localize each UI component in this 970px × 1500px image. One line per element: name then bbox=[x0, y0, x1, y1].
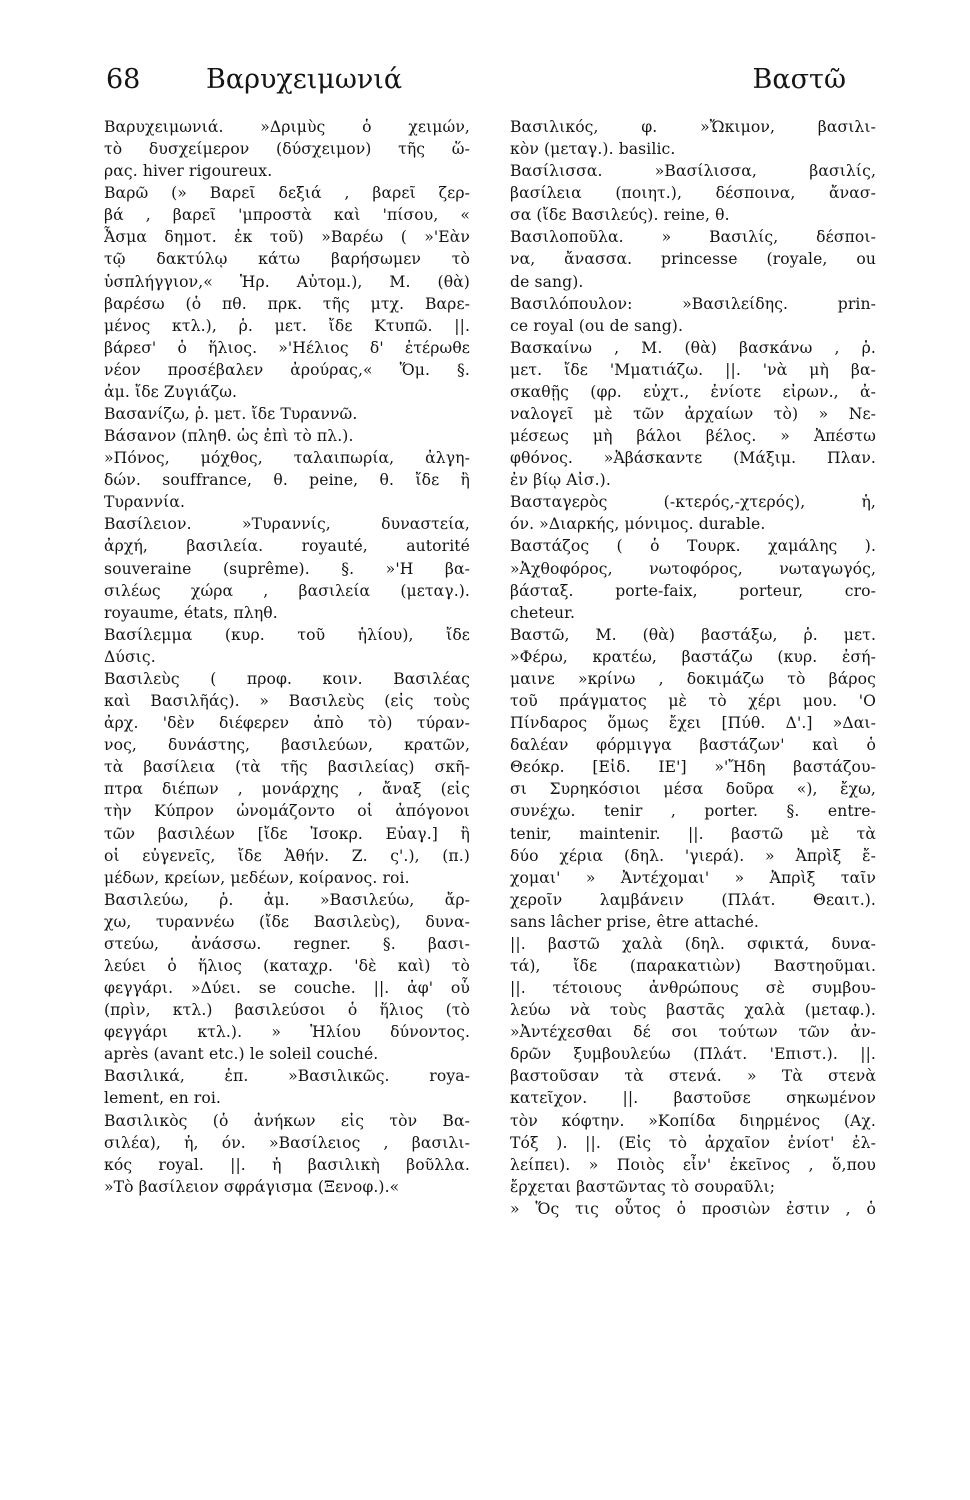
page-number: 68 bbox=[106, 64, 141, 95]
text-line: ρας. hiver rigoureux. bbox=[104, 162, 273, 181]
text-line: Βαρῶ (» Βαρεῖ δεξιά , βαρεῖ ζερ- bbox=[104, 184, 470, 203]
text-line: τῷ δακτύλῳ κάτω βαρήσωμεν τὸ bbox=[104, 250, 470, 269]
text-line: »Φέρω, κρατέω, βαστάζω (κυρ. ἐσή- bbox=[510, 647, 876, 666]
text-line: Βασιλεύω, ῥ. ἀμ. »Βασιλεύω, ἄρ- bbox=[104, 890, 470, 909]
text-line: Βασίλειον. »Τυραννίς, δυναστεία, bbox=[104, 515, 470, 534]
text-line: να, ἄνασσα. princesse (royale, ou bbox=[510, 250, 876, 269]
text-line: (πρὶν, κτλ.) βασιλεύσοι ὁ ἥλιος (τὸ bbox=[104, 1001, 470, 1020]
text-line: οἱ εὐγενεῖς, ἴδε Ἀθήν. Ζ. ς'.), (π.) bbox=[104, 846, 470, 865]
page-header bbox=[106, 64, 846, 104]
text-line: φθόνος. »Ἀβάσκαντε (Μάξιμ. Πλαν. bbox=[510, 449, 876, 468]
text-line: βά , βαρεῖ 'μπροστὰ καὶ 'πίσου, « bbox=[104, 206, 470, 225]
text-line: βαστοῦσαν τὰ στενά. » Τὰ στενὰ bbox=[510, 1067, 876, 1086]
text-line: Βασίλεμμα (κυρ. τοῦ ἡλίου), ἴδε bbox=[104, 625, 470, 644]
text-line: ἀμ. ἴδε Ζυγιάζω. bbox=[104, 382, 238, 401]
text-line: ἀρχή, βασιλεία. royauté, autorité bbox=[104, 537, 470, 556]
text-line: ὑσπλήγγιον,« Ἡρ. Αὐτομ.), Μ. (θὰ) bbox=[104, 272, 470, 291]
text-line: Βαστάζος ( ὁ Τουρκ. χαμάλης ). bbox=[510, 537, 876, 556]
text-line: όν. »Διαρκής, μόνιμος. durable. bbox=[510, 515, 766, 534]
text-line: δρῶν ξυμβουλεύω (Πλάτ. 'Επιστ.). ||. bbox=[510, 1045, 876, 1064]
text-line: »Ἀχθοφόρος, νωτοφόρος, νωταγωγός, bbox=[510, 559, 876, 578]
right-column bbox=[510, 116, 876, 1220]
text-line: Βασιλικὸς (ὁ ἀνήκων εἰς τὸν Βα- bbox=[104, 1111, 470, 1130]
left-running-headword: Βαρυχειμωνιά bbox=[206, 64, 403, 95]
text-line: λεύει ὁ ἥλιος (καταχρ. 'δὲ καὶ) τὸ bbox=[104, 956, 470, 975]
text-line: ||. τέτοιους ἀνθρώπους σὲ συμβου- bbox=[510, 979, 876, 998]
text-line: ἔρχεται βαστῶντας τὸ σουραῦλι; bbox=[510, 1177, 776, 1196]
text-line: ἀρχ. 'δὲν διέφερεν ἀπὸ τὸ) τύραν- bbox=[104, 714, 470, 733]
text-line: ||. βαστῶ χαλὰ (δηλ. σφικτά, δυνα- bbox=[510, 934, 876, 953]
text-line: Βασκαίνω , Μ. (θὰ) βασκάνω , ῥ. bbox=[510, 338, 876, 357]
text-line: στεύω, ἀνάσσω. regner. §. βασι- bbox=[104, 934, 470, 953]
text-line: τὸ δυσχείμερον (δύσχειμον) τῆς ὥ- bbox=[104, 140, 470, 159]
text-line: βασίλεια (ποιητ.), δέσποινα, ἄνασ- bbox=[510, 184, 876, 203]
text-line: Τόξ ). ||. (Εἰς τὸ ἀρχαῖον ἐνίοτ' ἐλ- bbox=[510, 1133, 876, 1152]
text-line: sans lâcher prise, être attaché. bbox=[510, 912, 759, 931]
text-line: κὸν (μεταγ.). basilic. bbox=[510, 140, 676, 159]
text-line: χεροῖν λαμβάνειν (Πλάτ. Θεαιτ.). bbox=[510, 890, 876, 909]
text-line: Βασιλεὺς ( προφ. κοιν. Βασιλέας bbox=[104, 669, 470, 688]
text-line: λείπει). » Ποιὸς εἶν' ἐκεῖνος , ὅ,που bbox=[510, 1155, 876, 1174]
text-line: μέσεως μὴ βάλοι βέλος. » Ἀπέστω bbox=[510, 427, 876, 446]
text-line: μένος κτλ.), ῥ. μετ. ἴδε Κτυπῶ. ||. bbox=[104, 316, 470, 335]
text-line: royaume, états, πληθ. bbox=[104, 603, 278, 622]
text-line: τὸν κόφτην. »Κοπίδα διηρμένος (Αχ. bbox=[510, 1111, 876, 1130]
text-line: συνέχω. tenir , porter. §. entre- bbox=[510, 802, 876, 821]
text-line: χω, τυραννέω (ἴδε Βασιλεὺς), δυνα- bbox=[104, 912, 470, 931]
text-line: μαινε »κρίνω , δοκιμάζω τὸ βάρος bbox=[510, 669, 876, 688]
text-line: Βασιλόπουλον: »Βασιλείδης. prin- bbox=[510, 294, 876, 313]
text-line: de sang). bbox=[510, 272, 584, 291]
text-line: νέον προσέβαλεν ἀρούρας,« Ὅμ. §. bbox=[104, 360, 470, 379]
text-line: τῶν βασιλέων [ἴδε Ἰσοκρ. Εὐαγ.] ἢ bbox=[104, 824, 470, 843]
text-line: »Πόνος, μόχθος, ταλαιπωρία, ἀλγη- bbox=[104, 449, 470, 468]
text-line: τὰ βασίλεια (τὰ τῆς βασιλείας) σκῆ- bbox=[104, 758, 470, 777]
text-line: τοῦ πράγματος μὲ τὸ χέρι μου. 'Ο bbox=[510, 692, 876, 711]
text-line: κός royal. ||. ἡ βασιλικὴ βοῦλλα. bbox=[104, 1155, 470, 1174]
text-line: Βασίλισσα. »Βασίλισσα, βασιλίς, bbox=[510, 162, 876, 181]
text-line: souveraine (suprême). §. »'Η βα- bbox=[104, 559, 470, 578]
text-line: Βαστῶ, Μ. (θὰ) βαστάξω, ῥ. μετ. bbox=[510, 625, 876, 644]
text-line: Βασιλικά, ἐπ. »Βασιλικῶς. roya- bbox=[104, 1067, 470, 1086]
text-line: Βασταγερὸς (-κτερός,-χτερός), ἡ, bbox=[510, 493, 876, 512]
text-line: νος, δυνάστης, βασιλεύων, κρατῶν, bbox=[104, 736, 470, 755]
text-line: δών. souffrance, θ. peine, θ. ἴδε ἢ bbox=[104, 471, 470, 490]
text-line: βάρεσ' ὁ ἥλιος. »'Ηέλιος δ' ἐτέρωθε bbox=[104, 338, 470, 357]
text-line: Βάσανον (πληθ. ὡς ἐπὶ τὸ πλ.). bbox=[104, 427, 354, 446]
text-line: κατεῖχον. ||. βαστοῦσε σηκωμένον bbox=[510, 1089, 876, 1108]
text-line: μέδων, κρείων, μεδέων, κοίρανος. roi. bbox=[104, 868, 410, 887]
text-line: μετ. ἴδε 'Μματιάζω. ||. 'νὰ μὴ βα- bbox=[510, 360, 876, 379]
text-line: σιλέως χώρα , βασιλεία (μεταγ.). bbox=[104, 581, 470, 600]
text-line: Ἆσμα δημοτ. ἐκ τοῦ) »Βαρέω ( »'Εὰν bbox=[104, 228, 470, 247]
text-line: lement, en roi. bbox=[104, 1089, 221, 1108]
text-line: βάσταξ. porte-faix, porteur, cro- bbox=[510, 581, 876, 600]
text-line: tenir, maintenir. ||. βαστῶ μὲ τὰ bbox=[510, 824, 876, 843]
text-line: χομαι' » Ἀντέχομαι' » Ἀπρὶξ ταῖν bbox=[510, 868, 876, 887]
text-line: λεύω νὰ τοὺς βαστᾶς χαλὰ (μεταφ.). bbox=[510, 1001, 876, 1020]
text-line: σι Συρηκόσιοι μέσα δοῦρα «), ἔχω, bbox=[510, 780, 876, 799]
text-line: Θεόκρ. [Εἰδ. ΙΕ'] »'Ἤδη βαστάζου- bbox=[510, 758, 876, 777]
text-line: καὶ Βασιλῆάς). » Βασιλεὺς (εἰς τοὺς bbox=[104, 692, 470, 711]
right-running-headword: Βαστῶ bbox=[752, 64, 846, 95]
text-line: Βασιλοποῦλα. » Βασιλίς, δέσποι- bbox=[510, 228, 876, 247]
text-line: πτρα διέπων , μονάρχης , ἄναξ (εἰς bbox=[104, 780, 470, 799]
text-line: » Ὅς τις οὗτος ὁ προσιὼν ἐστιν , ὁ bbox=[510, 1199, 876, 1218]
text-line: ναλογεῖ μὲ τῶν ἀρχαίων τὸ) » Νε- bbox=[510, 405, 876, 424]
text-line: τὴν Κύπρον ὠνομάζοντο οἱ ἀπόγονοι bbox=[104, 802, 470, 821]
text-line: Δύσις. bbox=[104, 647, 156, 666]
text-line: Πίνδαρος ὅμως ἔχει [Πύθ. Δ'.] »Δαι- bbox=[510, 714, 876, 733]
text-line: σα (ἴδε Βασιλεύς). reine, θ. bbox=[510, 206, 730, 225]
text-line: »Τὸ βασίλειον σφράγισμα (Ξενοφ.).« bbox=[104, 1177, 400, 1196]
text-line: δαλέαν φόρμιγγα βαστάζων' καὶ ὁ bbox=[510, 736, 876, 755]
text-line: σιλέα), ἡ, όν. »Βασίλειος , βασιλι- bbox=[104, 1133, 470, 1152]
text-line: σκαθῇς (φρ. εὐχτ., ἐνίοτε εἰρων., ἀ- bbox=[510, 382, 876, 401]
text-line: ἐν βίῳ Αἰσ.). bbox=[510, 471, 611, 490]
text-line: cheteur. bbox=[510, 603, 576, 622]
text-line: φεγγάρι. »Δύει. se couche. ||. ἀφ' οὗ bbox=[104, 979, 470, 998]
text-line: Βασανίζω, ῥ. μετ. ἴδε Τυραννῶ. bbox=[104, 405, 358, 424]
text-line: ce royal (ou de sang). bbox=[510, 316, 684, 335]
text-line: »Ἀντέχεσθαι δέ σοι τούτων τῶν ἀν- bbox=[510, 1023, 876, 1042]
text-line: δύο χέρια (δηλ. 'γιερά). » Ἀπρὶξ ἔ- bbox=[510, 846, 876, 865]
text-line: φεγγάρι κτλ.). » Ἡλίου δύνοντος. bbox=[104, 1023, 470, 1042]
left-column bbox=[104, 116, 470, 1198]
text-line: Βαρυχειμωνιά. »Δριμὺς ὁ χειμών, bbox=[104, 118, 470, 136]
text-line: τά), ἴδε (παρακατιὼν) Βαστηοῦμαι. bbox=[510, 956, 876, 975]
text-line: Τυραννία. bbox=[104, 493, 186, 512]
text-line: après (avant etc.) le soleil couché. bbox=[104, 1045, 379, 1064]
text-line: Βασιλικός, φ. »Ὤκιμον, βασιλι- bbox=[510, 118, 876, 136]
text-line: βαρέσω (ὁ πθ. πρκ. τῆς μτχ. Βαρε- bbox=[104, 294, 470, 313]
